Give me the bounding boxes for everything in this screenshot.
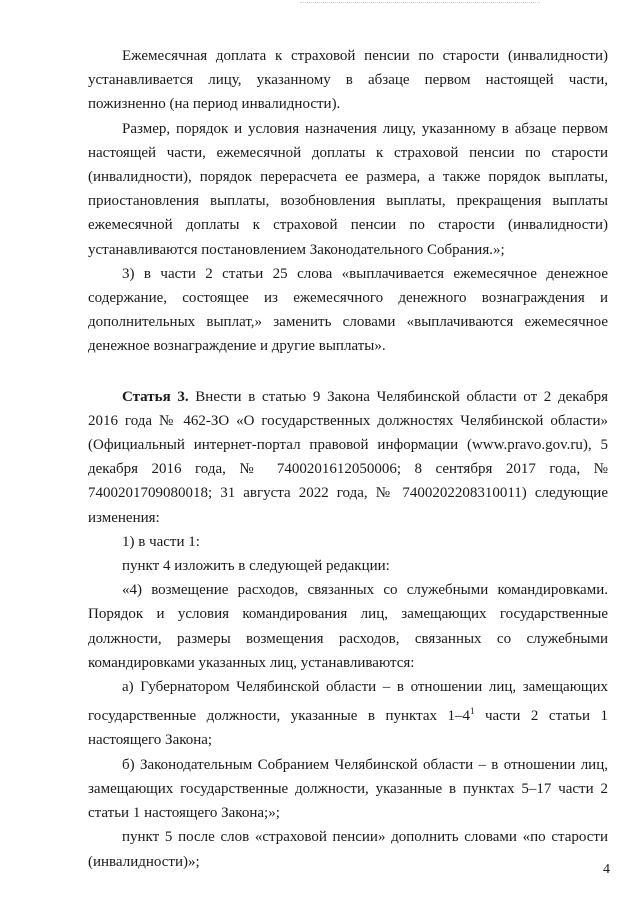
paragraph-doplata: Ежемесячная доплата к страховой пенсии по старости (инвалидности) устанавливается лицу, указанному в абзаце первом настоящей части, пожизненно (на период инвалидности). [88,48,608,113]
article-3-paragraph [88,385,608,530]
paragraph-razmer: Размер, порядок и условия назначения лицу, указанному в абзаце первом настоящей части, ежемесячной доплаты к страховой пенсии по старости (инвалидности), порядок перерасчета ее размера, а также порядок выплаты, приостановления выплаты, возобновления выплаты, прекращения выплаты ежемесячной доплаты к страховой пенсии по старости (инвалидности) устанавливаются постановлением Законодательного Собрания.»; [88,120,608,258]
item-point-4-text: «4) возмещение расходов, связанных со служебными командировками. Порядок и условия командирования лиц, замещающих государственные должности, размеры возмещения расходов, связанных со служебными командировками указанных лиц, устанавливаются: [88,582,608,671]
item-subpoint-a [88,675,608,753]
scan-artifact [300,2,540,7]
section-gap [88,359,608,385]
document-body [88,44,608,874]
item-point-5: пункт 5 после слов «страховой пенсии» дополнить словами «по старости (инвалидности)»; [88,829,608,870]
paragraph-item-3: 3) в части 2 статьи 25 слова «выплачивается ежемесячное денежное содержание, состоящее из ежемесячного денежного вознаграждения и дополнительных выплат,» заменить словами «выплачиваются ежемесячное денежное вознаграждение и другие выплаты». [88,265,608,355]
item-point-4-intro: пункт 4 изложить в следующей редакции: [122,558,390,575]
article-heading: Статья 3. [122,388,189,405]
page-number: 4 [603,862,610,877]
item-part-1: 1) в части 1: [122,533,200,550]
subpoint-a-tail: части 2 статьи 1 настоящего Закона; [88,708,608,749]
item-subpoint-b: б) Законодательным Собранием Челябинской области – в отношении лиц, замещающих государственные должности, указанные в пунктах 5–17 части 2 статьи 1 настоящего Закона;»; [88,756,608,822]
superscript: 1 [469,706,475,717]
article-text: Внести в статью 9 Закона Челябинской области от 2 декабря 2016 года № 462-ЗО «О государственных должностях Челябинской области» (Официальный интернет-портал правовой информации (www.pravo.gov.ru), 5 декабря 2016 года, № 7400201612050006; 8 сентября 2017 года, № 7400201709080018; 31 августа 2022 года, № 7400202208310011) следующие изменения: [88,388,608,526]
subpoint-a-text: а) Губернатором Челябинской области – в отношении лиц, замещающих государственные должности, указанные в пунктах 1–4 [88,679,608,725]
